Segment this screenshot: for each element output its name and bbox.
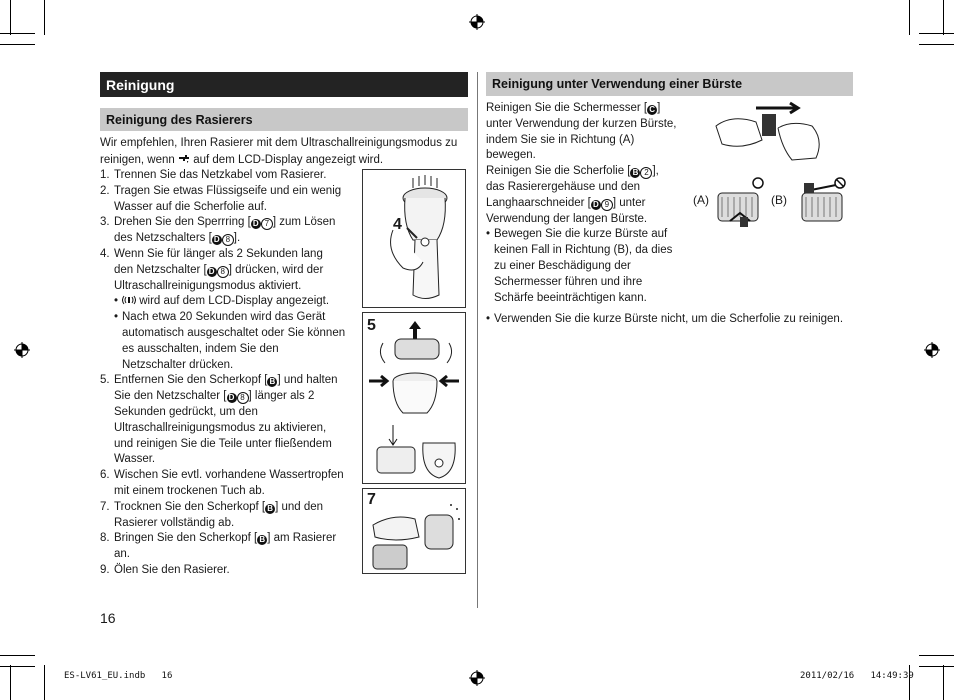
step-number: 5. — [100, 374, 110, 387]
step-text: ] und den — [275, 500, 324, 513]
part-number: 2 — [640, 167, 652, 179]
part-badge: D — [207, 267, 217, 277]
crop-mark — [919, 33, 954, 34]
list-item — [100, 468, 358, 500]
step-number: 6. — [100, 469, 110, 482]
sub-item — [100, 310, 358, 373]
crop-mark — [0, 44, 35, 45]
crop-mark — [909, 0, 910, 35]
crop-mark — [44, 0, 45, 35]
body-text: unter Verwendung der kurzen Bürste, — [486, 117, 677, 130]
step-number: 4. — [100, 247, 110, 260]
section-title: Reinigung — [100, 72, 468, 97]
direction-label-a: (A) — [693, 193, 709, 207]
step-text: Sie den Netzschalter [ — [114, 390, 227, 403]
body-text: Schermesser führen und ihre — [494, 275, 643, 288]
footer-file-info: ES-LV61_EU.indb 16 — [64, 671, 173, 681]
wrong-direction-icon — [796, 175, 856, 231]
figure-number: 4 — [393, 216, 402, 233]
figure-step-5 — [362, 312, 466, 484]
ultrasonic-icon — [122, 295, 136, 305]
list-item — [100, 247, 358, 373]
step-text: Sekunden gedrückt, um den — [114, 405, 258, 418]
figure-step-7 — [362, 488, 466, 574]
crop-mark — [919, 655, 954, 656]
registration-mark-icon — [924, 342, 940, 358]
part-badge: D — [251, 219, 261, 229]
body-text: Langhaarschneider [ — [486, 196, 591, 209]
part-number: 9 — [601, 199, 613, 211]
step-text: Wenn Sie für länger als 2 Sekunden lang — [114, 247, 323, 260]
list-item — [100, 531, 358, 563]
crop-mark — [44, 665, 45, 700]
section-subtitle: Reinigung des Rasierers — [100, 108, 468, 131]
step-text: mit einem trockenen Tuch ab. — [114, 484, 265, 497]
step-text: an. — [114, 548, 130, 561]
crop-mark — [943, 665, 944, 700]
body-text: das Rasierergehäuse und den — [486, 180, 641, 193]
correct-direction-icon — [714, 175, 770, 231]
list-item — [100, 373, 358, 468]
step-text: Tragen Sie etwas Flüssigseife und ein wenig — [114, 184, 342, 197]
step-text: Trocknen Sie den Scherkopf [ — [114, 500, 266, 513]
part-badge: D — [227, 393, 237, 403]
step-text: des Netzschalters [ — [114, 232, 212, 245]
step-text: automatisch ausgeschaltet oder Sie können — [122, 326, 346, 339]
step-text: Wasser. — [114, 453, 156, 466]
part-number: 8 — [217, 266, 229, 278]
intro-paragraph — [100, 136, 462, 169]
shaver-disassembly-icon — [363, 313, 465, 483]
page-number: 16 — [100, 610, 116, 626]
part-number: 8 — [237, 392, 249, 404]
brush-instructions — [486, 101, 691, 306]
sub-item — [100, 294, 358, 310]
part-badge: B — [267, 377, 277, 387]
figure-number: 5 — [367, 317, 376, 334]
part-number: 7 — [261, 218, 273, 230]
body-text: Verwendung der langen Bürste. — [486, 212, 648, 225]
bullet: • — [114, 295, 119, 308]
part-badge: D — [212, 235, 222, 245]
step-text: Entfernen Sie den Scherkopf [ — [114, 374, 268, 387]
part-badge: D — [591, 200, 601, 210]
intro-text: Wir empfehlen, Ihren Rasierer mit dem Ultraschallreinigungsmodus zu reinigen, wenn — [100, 137, 458, 166]
bullet-item — [486, 312, 864, 328]
step-text: den Netzschalter [ — [114, 263, 207, 276]
step-text: Ultraschallreinigungsmodus zu aktivieren, — [114, 421, 327, 434]
registration-mark-icon — [469, 670, 485, 686]
step-text: Trennen Sie das Netzkabel vom Rasierer. — [114, 169, 327, 181]
body-text: keinen Fall in Richtung (B), da dies — [494, 244, 673, 257]
part-badge: B — [257, 535, 267, 545]
crop-mark — [10, 665, 11, 700]
bullet: • — [486, 313, 491, 325]
step-number: 2. — [100, 184, 110, 197]
crop-mark — [0, 666, 35, 667]
step-text: Ultraschallreinigungsmodus aktiviert. — [114, 279, 302, 292]
body-text: bewegen. — [486, 149, 536, 162]
step-text: ] drücken, wird der — [228, 263, 324, 276]
step-text: ] zum Lösen — [272, 216, 336, 229]
bullet: • — [486, 228, 491, 241]
step-text: Ölen Sie den Rasierer. — [114, 563, 230, 576]
crop-mark — [0, 33, 35, 34]
step-number: 3. — [100, 216, 110, 229]
body-text: ] — [657, 102, 661, 114]
list-item — [100, 563, 358, 579]
step-text: Bringen Sie den Scherkopf [ — [114, 532, 258, 545]
step-text: es ausschalten, indem Sie den — [122, 342, 279, 355]
step-number: 9. — [100, 563, 110, 576]
body-text: Reinigen Sie die Schermesser [ — [486, 102, 648, 114]
step-text: Drehen Sie den Sperrring [ — [114, 216, 251, 229]
crop-mark — [10, 0, 11, 35]
step-number: 7. — [100, 500, 110, 513]
step-text: ] am Rasierer — [267, 532, 337, 545]
step-number: 1. — [100, 169, 110, 181]
brush-hand-illustration-icon — [712, 100, 827, 164]
registration-mark-icon — [14, 342, 30, 358]
step-text: Wischen Sie evtl. vorhandene Wassertropfen — [114, 469, 344, 482]
list-item — [100, 184, 358, 216]
intro-text: auf dem LCD-Display angezeigt wird. — [193, 153, 384, 166]
direction-label-b: (B) — [771, 193, 787, 207]
step-text: ] länger als 2 — [248, 390, 315, 403]
list-item — [100, 215, 358, 247]
step-text: und reinigen Sie die Teile unter fließendem — [114, 437, 332, 450]
part-number: 8 — [222, 234, 234, 246]
step-text: ] und halten — [277, 374, 338, 387]
body-text: zu einer Beschädigung der — [494, 259, 631, 272]
shaver-illustration-icon — [363, 170, 465, 307]
step-number: 8. — [100, 532, 110, 545]
part-badge: B — [265, 504, 275, 514]
body-text: Bewegen Sie die kurze Bürste auf — [494, 228, 668, 241]
part-badge: B — [630, 168, 640, 178]
column-divider — [477, 72, 478, 608]
body-text: Verwenden Sie die kurze Bürste nicht, um die Scherfolie zu reinigen. — [494, 313, 844, 325]
faucet-icon — [178, 152, 190, 164]
right-section-title: Reinigung unter Verwendung einer Bürste — [486, 72, 853, 96]
body-text: indem Sie sie in Richtung (A) — [486, 133, 635, 146]
shaver-drying-icon — [363, 489, 465, 573]
figure-number: 7 — [367, 491, 376, 508]
bullet: • — [114, 311, 119, 324]
bullet-item — [486, 227, 691, 306]
body-text: Reinigen Sie die Scherfolie [ — [486, 165, 631, 178]
body-text: Schärfe beeinträchtigen kann. — [494, 291, 647, 304]
crop-mark — [943, 0, 944, 35]
part-badge: C — [647, 105, 657, 115]
step-text: Rasierer vollständig ab. — [114, 516, 235, 529]
step-text: Wasser auf die Scherfolie auf. — [114, 200, 267, 213]
footer-timestamp: 2011/02/16 14:49:39 — [800, 671, 914, 681]
step-text: Nach etwa 20 Sekunden wird das Gerät — [122, 311, 326, 324]
body-text: ] unter — [612, 196, 646, 209]
crop-mark — [0, 655, 35, 656]
step-text: Netzschalter drücken. — [122, 358, 234, 371]
step-text: ]. — [233, 232, 241, 245]
steps-list — [100, 168, 358, 579]
crop-mark — [919, 44, 954, 45]
figure-step-4 — [362, 169, 466, 308]
step-text: wird auf dem LCD-Display angezeigt. — [139, 295, 330, 308]
body-text: ], — [652, 165, 659, 178]
registration-mark-icon — [469, 14, 485, 30]
crop-mark — [919, 666, 954, 667]
list-item — [100, 168, 358, 184]
list-item — [100, 500, 358, 532]
